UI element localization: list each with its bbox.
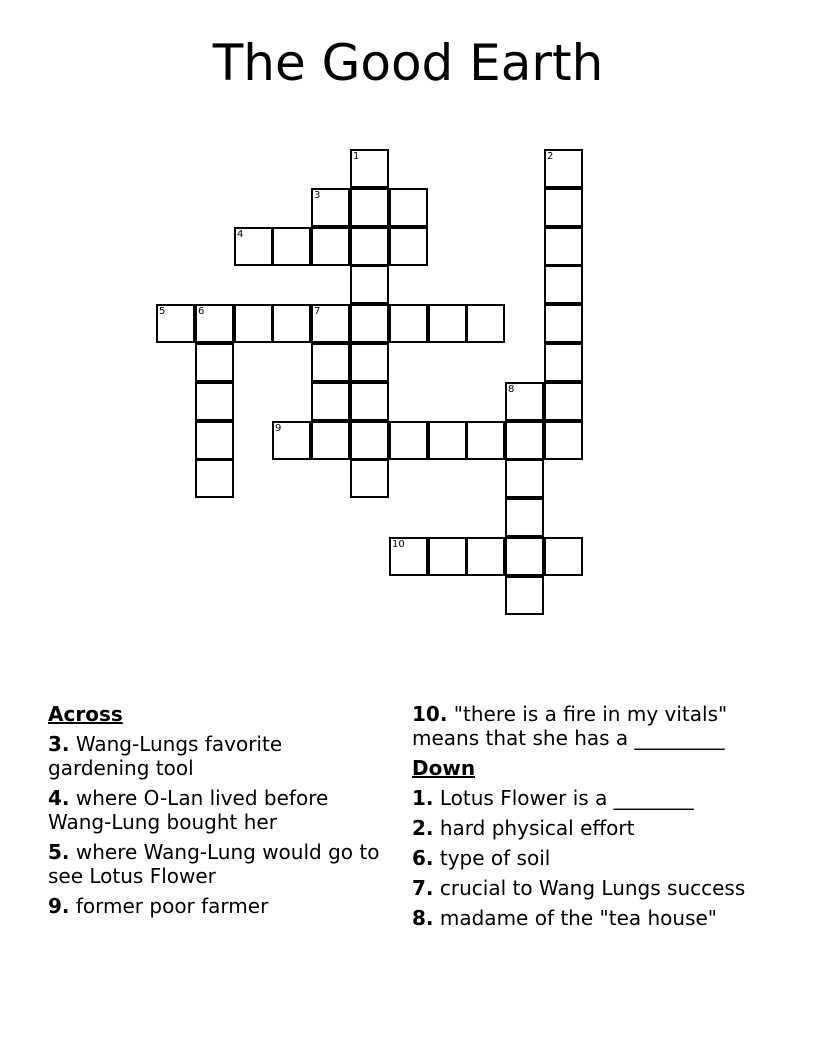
crossword-cell[interactable] (544, 382, 583, 421)
crossword-cell[interactable] (350, 343, 389, 382)
crossword-cell[interactable] (350, 265, 389, 304)
crossword-cell[interactable] (544, 537, 583, 576)
crossword-cell[interactable] (466, 537, 505, 576)
clue-across-5: 5. where Wang-Lung would go to see Lotus Flower (48, 840, 380, 888)
crossword-cell[interactable] (350, 421, 389, 460)
crossword-cell[interactable] (466, 304, 505, 343)
clue-number-label: 6 (198, 306, 205, 317)
crossword-cell[interactable] (311, 304, 350, 343)
crossword-cell[interactable] (389, 421, 428, 460)
crossword-cell[interactable] (156, 304, 195, 343)
crossword-cell[interactable] (272, 227, 311, 266)
clue-number-label: 4 (237, 229, 244, 240)
crossword-cell[interactable] (350, 188, 389, 227)
crossword-cell[interactable] (466, 421, 505, 460)
crossword-cell[interactable] (428, 304, 467, 343)
clue-down-2: 2. hard physical effort (412, 816, 635, 840)
crossword-cell[interactable] (272, 304, 311, 343)
crossword-cell[interactable] (311, 382, 350, 421)
clue-number-label: 5 (159, 306, 166, 317)
clue-down-1: 1. Lotus Flower is a ________ (412, 786, 694, 810)
page-title: The Good Earth (212, 34, 604, 92)
clue-across-10: 10. "there is a fire in my vitals" means that she has a _________ (412, 702, 728, 750)
crossword-cell[interactable] (195, 459, 234, 498)
crossword-cell[interactable] (350, 459, 389, 498)
clue-across-4: 4. where O-Lan lived before Wang-Lung bought her (48, 786, 329, 834)
crossword-cell[interactable] (428, 421, 467, 460)
crossword-cell[interactable] (389, 227, 428, 266)
clue-number-label: 1 (353, 151, 360, 162)
crossword-cell[interactable] (350, 382, 389, 421)
clue-number-label: 7 (314, 306, 321, 317)
clue-number-label: 3 (314, 190, 321, 201)
clue-number-label: 10 (392, 539, 405, 550)
crossword-cell[interactable] (544, 227, 583, 266)
crossword-cell[interactable] (505, 382, 544, 421)
crossword-cell[interactable] (311, 421, 350, 460)
crossword-cell[interactable] (311, 227, 350, 266)
crossword-cell[interactable] (505, 459, 544, 498)
crossword-cell[interactable] (195, 382, 234, 421)
clue-number-label: 9 (275, 423, 282, 434)
crossword-cell[interactable] (389, 188, 428, 227)
crossword-cell[interactable] (195, 343, 234, 382)
down-heading: Down (412, 756, 476, 780)
crossword-cell[interactable] (428, 537, 467, 576)
clue-number-label: 8 (508, 384, 515, 395)
crossword-cell[interactable] (505, 498, 544, 537)
crossword-cell[interactable] (389, 537, 428, 576)
crossword-cell[interactable] (195, 304, 234, 343)
crossword-cell[interactable] (505, 576, 544, 615)
crossword-cell[interactable] (272, 421, 311, 460)
clue-down-6: 6. type of soil (412, 846, 551, 870)
crossword-cell[interactable] (350, 304, 389, 343)
across-heading: Across (48, 702, 123, 726)
clues-right-column (412, 702, 782, 936)
clue-across-3: 3. Wang-Lungs favorite gardening tool (48, 732, 283, 780)
crossword-cell[interactable] (544, 304, 583, 343)
crossword-cell[interactable] (350, 149, 389, 188)
crossword-cell[interactable] (311, 188, 350, 227)
clue-down-8: 8. madame of the "tea house" (412, 906, 717, 930)
crossword-cell[interactable] (234, 227, 273, 266)
crossword-cell[interactable] (544, 421, 583, 460)
crossword-cell[interactable] (505, 421, 544, 460)
crossword-cell[interactable] (389, 304, 428, 343)
clue-across-9: 9. former poor farmer (48, 894, 269, 918)
crossword-cell[interactable] (505, 537, 544, 576)
clue-number-label: 2 (547, 151, 554, 162)
crossword-cell[interactable] (544, 265, 583, 304)
clue-down-7: 7. crucial to Wang Lungs success (412, 876, 746, 900)
clues-left-column (48, 702, 388, 924)
crossword-cell[interactable] (544, 343, 583, 382)
crossword-cell[interactable] (544, 188, 583, 227)
crossword-cell[interactable] (544, 149, 583, 188)
crossword-cell[interactable] (311, 343, 350, 382)
crossword-cell[interactable] (350, 227, 389, 266)
crossword-cell[interactable] (195, 421, 234, 460)
crossword-cell[interactable] (234, 304, 273, 343)
